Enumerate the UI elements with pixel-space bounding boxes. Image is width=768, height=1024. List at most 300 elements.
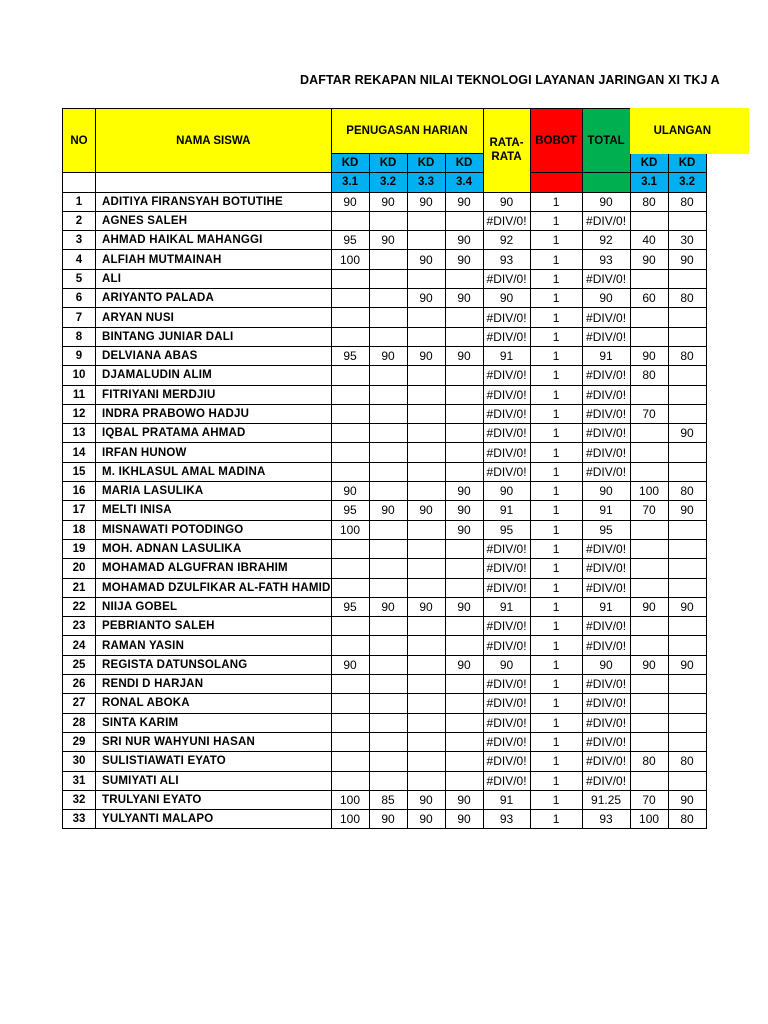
cell-k1 — [331, 462, 369, 481]
cell-k1 — [331, 578, 369, 597]
cell-k1 — [331, 617, 369, 636]
cell-u1 — [630, 385, 668, 404]
table-row — [63, 192, 707, 211]
cell-u1 — [630, 694, 668, 713]
cell-bobot: 1 — [530, 462, 582, 481]
cell-k1: 95 — [331, 231, 369, 250]
cell-k2 — [369, 250, 407, 269]
cell-bobot: 1 — [530, 308, 582, 327]
header-no: NO — [63, 109, 96, 173]
cell-k4: 90 — [445, 250, 483, 269]
cell-no: 27 — [63, 694, 96, 713]
header-total-sub — [582, 173, 630, 192]
cell-k1 — [331, 713, 369, 732]
cell-u1 — [630, 732, 668, 751]
cell-bobot: 1 — [530, 752, 582, 771]
cell-k1 — [331, 675, 369, 694]
cell-rata: 92 — [483, 231, 530, 250]
cell-bobot: 1 — [530, 482, 582, 501]
cell-no: 11 — [63, 385, 96, 404]
cell-k4 — [445, 694, 483, 713]
cell-k3 — [407, 559, 445, 578]
cell-rata: 93 — [483, 250, 530, 269]
cell-k2: 90 — [369, 192, 407, 211]
cell-k3 — [407, 636, 445, 655]
table-row — [63, 675, 707, 694]
cell-k2 — [369, 771, 407, 790]
cell-u1 — [630, 308, 668, 327]
cell-k3 — [407, 366, 445, 385]
cell-total: 90 — [582, 655, 630, 674]
cell-u1 — [630, 559, 668, 578]
cell-k2: 90 — [369, 346, 407, 365]
cell-k2 — [369, 752, 407, 771]
table-row — [63, 501, 707, 520]
cell-name: ARYAN NUSI — [96, 308, 332, 327]
cell-k4 — [445, 211, 483, 230]
cell-name: ADITIYA FIRANSYAH BOTUTIHE — [96, 192, 332, 211]
cell-bobot: 1 — [530, 790, 582, 809]
cell-name: ALI — [96, 269, 332, 288]
cell-rata: 90 — [483, 482, 530, 501]
cell-k4 — [445, 636, 483, 655]
table-row — [63, 327, 707, 346]
cell-name: MISNAWATI POTODINGO — [96, 520, 332, 539]
cell-bobot: 1 — [530, 810, 582, 829]
cell-u2: 90 — [668, 424, 706, 443]
cell-total: #DIV/0! — [582, 694, 630, 713]
cell-u2: 30 — [668, 231, 706, 250]
table-row — [63, 752, 707, 771]
header-penugasan-harian: PENUGASAN HARIAN — [331, 109, 483, 154]
cell-u1: 90 — [630, 597, 668, 616]
cell-no: 23 — [63, 617, 96, 636]
cell-name: FITRIYANI MERDJIU — [96, 385, 332, 404]
cell-k3 — [407, 771, 445, 790]
cell-total: #DIV/0! — [582, 675, 630, 694]
table-row — [63, 231, 707, 250]
cell-u2: 80 — [668, 810, 706, 829]
cell-total: 93 — [582, 810, 630, 829]
cell-k3 — [407, 443, 445, 462]
cell-u2 — [668, 617, 706, 636]
cell-no: 31 — [63, 771, 96, 790]
header-kd-code-2: 3.2 — [369, 173, 407, 192]
cell-k1: 95 — [331, 597, 369, 616]
cell-k4 — [445, 269, 483, 288]
cell-name: SULISTIAWATI EYATO — [96, 752, 332, 771]
table-row — [63, 346, 707, 365]
cell-bobot: 1 — [530, 539, 582, 558]
table-row — [63, 578, 707, 597]
cell-k4: 90 — [445, 192, 483, 211]
cell-k4 — [445, 462, 483, 481]
cell-k2 — [369, 694, 407, 713]
cell-name: BINTANG JUNIAR DALI — [96, 327, 332, 346]
cell-rata: 90 — [483, 655, 530, 674]
cell-rata: 93 — [483, 810, 530, 829]
cell-rata: #DIV/0! — [483, 636, 530, 655]
cell-k3: 90 — [407, 250, 445, 269]
cell-k2 — [369, 636, 407, 655]
cell-rata: #DIV/0! — [483, 385, 530, 404]
cell-rata: #DIV/0! — [483, 211, 530, 230]
table-row — [63, 520, 707, 539]
cell-k3: 90 — [407, 790, 445, 809]
cell-name: MOH. ADNAN LASULIKA — [96, 539, 332, 558]
cell-name: NIIJA GOBEL — [96, 597, 332, 616]
cell-k1 — [331, 308, 369, 327]
cell-u2 — [668, 462, 706, 481]
cell-k4: 90 — [445, 501, 483, 520]
cell-no: 4 — [63, 250, 96, 269]
cell-k3 — [407, 732, 445, 751]
cell-rata: #DIV/0! — [483, 308, 530, 327]
cell-k3 — [407, 231, 445, 250]
cell-no: 25 — [63, 655, 96, 674]
cell-k1 — [331, 771, 369, 790]
cell-bobot: 1 — [530, 250, 582, 269]
cell-k3 — [407, 308, 445, 327]
cell-no: 19 — [63, 539, 96, 558]
cell-no: 30 — [63, 752, 96, 771]
cell-bobot: 1 — [530, 559, 582, 578]
cell-no: 8 — [63, 327, 96, 346]
header-kd-3: KD — [407, 154, 445, 173]
cell-k4 — [445, 327, 483, 346]
header-no-sub — [63, 173, 96, 192]
cell-rata: #DIV/0! — [483, 675, 530, 694]
cell-total: 91 — [582, 346, 630, 365]
cell-u1 — [630, 211, 668, 230]
cell-u2 — [668, 559, 706, 578]
cell-u1: 90 — [630, 655, 668, 674]
cell-bobot: 1 — [530, 289, 582, 308]
cell-total: #DIV/0! — [582, 539, 630, 558]
cell-k4 — [445, 366, 483, 385]
cell-k2 — [369, 578, 407, 597]
cell-bobot: 1 — [530, 404, 582, 423]
cell-u1 — [630, 675, 668, 694]
cell-no: 13 — [63, 424, 96, 443]
cell-k4 — [445, 559, 483, 578]
cell-u2: 90 — [668, 250, 706, 269]
cell-total: 93 — [582, 250, 630, 269]
cell-k1 — [331, 211, 369, 230]
cell-u1 — [630, 269, 668, 288]
cell-rata: #DIV/0! — [483, 771, 530, 790]
cell-k2 — [369, 520, 407, 539]
cell-k4: 90 — [445, 520, 483, 539]
cell-k4: 90 — [445, 790, 483, 809]
cell-bobot: 1 — [530, 211, 582, 230]
cell-k4 — [445, 424, 483, 443]
cell-rata: 91 — [483, 597, 530, 616]
cell-k1 — [331, 385, 369, 404]
cell-k4 — [445, 732, 483, 751]
cell-rata: 91 — [483, 501, 530, 520]
cell-k2 — [369, 482, 407, 501]
cell-no: 14 — [63, 443, 96, 462]
cell-k2: 85 — [369, 790, 407, 809]
cell-k2 — [369, 655, 407, 674]
cell-k2 — [369, 404, 407, 423]
sheet-title: DAFTAR REKAPAN NILAI TEKNOLOGI LAYANAN JARINGAN XI TKJ A — [300, 73, 720, 87]
cell-k2 — [369, 732, 407, 751]
table-row — [63, 443, 707, 462]
cell-k1: 95 — [331, 501, 369, 520]
cell-no: 3 — [63, 231, 96, 250]
cell-u2: 90 — [668, 655, 706, 674]
cell-bobot: 1 — [530, 732, 582, 751]
cell-no: 7 — [63, 308, 96, 327]
cell-no: 20 — [63, 559, 96, 578]
cell-rata: 95 — [483, 520, 530, 539]
cell-total: #DIV/0! — [582, 211, 630, 230]
table-row — [63, 269, 707, 288]
cell-k3: 90 — [407, 346, 445, 365]
cell-u2 — [668, 327, 706, 346]
cell-k4: 90 — [445, 655, 483, 674]
cell-k4 — [445, 771, 483, 790]
cell-k1: 90 — [331, 482, 369, 501]
cell-k3 — [407, 424, 445, 443]
cell-k2 — [369, 327, 407, 346]
cell-k3 — [407, 713, 445, 732]
cell-total: #DIV/0! — [582, 771, 630, 790]
cell-k2 — [369, 211, 407, 230]
cell-bobot: 1 — [530, 520, 582, 539]
table-row — [63, 385, 707, 404]
cell-k1 — [331, 269, 369, 288]
cell-k1 — [331, 289, 369, 308]
table-row — [63, 771, 707, 790]
header-ulangan-kd-2: KD — [668, 154, 706, 173]
cell-k3: 90 — [407, 192, 445, 211]
cell-k4 — [445, 443, 483, 462]
cell-k4 — [445, 713, 483, 732]
cell-no: 17 — [63, 501, 96, 520]
cell-u1: 60 — [630, 289, 668, 308]
cell-k2 — [369, 424, 407, 443]
table-row — [63, 597, 707, 616]
cell-u1 — [630, 636, 668, 655]
cell-bobot: 1 — [530, 501, 582, 520]
cell-total: #DIV/0! — [582, 617, 630, 636]
cell-no: 12 — [63, 404, 96, 423]
cell-total: 91.25 — [582, 790, 630, 809]
cell-no: 26 — [63, 675, 96, 694]
cell-k4 — [445, 308, 483, 327]
cell-bobot: 1 — [530, 771, 582, 790]
cell-u1: 100 — [630, 482, 668, 501]
cell-rata: 91 — [483, 346, 530, 365]
cell-u1: 90 — [630, 346, 668, 365]
cell-rata: 90 — [483, 289, 530, 308]
cell-k2 — [369, 269, 407, 288]
cell-no: 1 — [63, 192, 96, 211]
cell-k3: 90 — [407, 501, 445, 520]
cell-k4: 90 — [445, 289, 483, 308]
cell-total: 90 — [582, 192, 630, 211]
table-row — [63, 308, 707, 327]
cell-k3 — [407, 269, 445, 288]
cell-no: 9 — [63, 346, 96, 365]
cell-total: 91 — [582, 597, 630, 616]
cell-u1 — [630, 520, 668, 539]
cell-k3 — [407, 327, 445, 346]
table-row — [63, 636, 707, 655]
cell-u1: 80 — [630, 192, 668, 211]
cell-k2: 90 — [369, 231, 407, 250]
cell-k1: 100 — [331, 790, 369, 809]
cell-k3 — [407, 694, 445, 713]
cell-u2 — [668, 713, 706, 732]
cell-k1: 90 — [331, 192, 369, 211]
header-kd-code-1: 3.1 — [331, 173, 369, 192]
cell-name: SUMIYATI ALI — [96, 771, 332, 790]
table-row — [63, 732, 707, 751]
cell-total: #DIV/0! — [582, 366, 630, 385]
cell-total: #DIV/0! — [582, 443, 630, 462]
cell-bobot: 1 — [530, 675, 582, 694]
cell-k2 — [369, 675, 407, 694]
cell-rata: #DIV/0! — [483, 578, 530, 597]
cell-bobot: 1 — [530, 231, 582, 250]
table-row — [63, 289, 707, 308]
cell-u1 — [630, 462, 668, 481]
cell-k1 — [331, 366, 369, 385]
cell-bobot: 1 — [530, 385, 582, 404]
cell-total: #DIV/0! — [582, 462, 630, 481]
cell-no: 6 — [63, 289, 96, 308]
cell-name: PEBRIANTO SALEH — [96, 617, 332, 636]
cell-bobot: 1 — [530, 346, 582, 365]
cell-k1 — [331, 559, 369, 578]
cell-total: #DIV/0! — [582, 424, 630, 443]
cell-k1 — [331, 404, 369, 423]
cell-k3 — [407, 752, 445, 771]
cell-rata: 91 — [483, 790, 530, 809]
cell-u1: 70 — [630, 404, 668, 423]
cell-u2: 90 — [668, 597, 706, 616]
cell-u2: 90 — [668, 790, 706, 809]
cell-k2 — [369, 617, 407, 636]
cell-name: AHMAD HAIKAL MAHANGGI — [96, 231, 332, 250]
cell-name: AGNES SALEH — [96, 211, 332, 230]
cell-k2 — [369, 289, 407, 308]
cell-k2 — [369, 308, 407, 327]
cell-rata: #DIV/0! — [483, 713, 530, 732]
cell-k4: 90 — [445, 346, 483, 365]
cell-k4 — [445, 404, 483, 423]
cell-k3 — [407, 385, 445, 404]
cell-k3 — [407, 211, 445, 230]
cell-rata: #DIV/0! — [483, 424, 530, 443]
cell-total: #DIV/0! — [582, 636, 630, 655]
cell-name: INDRA PRABOWO HADJU — [96, 404, 332, 423]
cell-name: RENDI D HARJAN — [96, 675, 332, 694]
cell-rata: #DIV/0! — [483, 617, 530, 636]
grades-table — [62, 108, 712, 829]
header-kd-code-3: 3.3 — [407, 173, 445, 192]
cell-k3 — [407, 482, 445, 501]
cell-bobot: 1 — [530, 327, 582, 346]
header-kd-code-4: 3.4 — [445, 173, 483, 192]
header-kd-4: KD — [445, 154, 483, 173]
header-bobot: BOBOT — [530, 109, 582, 173]
cell-total: #DIV/0! — [582, 385, 630, 404]
table-row — [63, 424, 707, 443]
cell-k1 — [331, 636, 369, 655]
table-row — [63, 539, 707, 558]
cell-u2 — [668, 443, 706, 462]
cell-u1 — [630, 771, 668, 790]
cell-u1: 40 — [630, 231, 668, 250]
cell-no: 5 — [63, 269, 96, 288]
cell-bobot: 1 — [530, 578, 582, 597]
cell-u2 — [668, 771, 706, 790]
cell-total: #DIV/0! — [582, 404, 630, 423]
cell-name: MOHAMAD ALGUFRAN IBRAHIM — [96, 559, 332, 578]
table-row — [63, 694, 707, 713]
cell-total: #DIV/0! — [582, 713, 630, 732]
table-row — [63, 482, 707, 501]
header-bobot-sub — [530, 173, 582, 192]
cell-u2 — [668, 308, 706, 327]
cell-name: SRI NUR WAHYUNI HASAN — [96, 732, 332, 751]
cell-k4: 90 — [445, 482, 483, 501]
cell-u2 — [668, 675, 706, 694]
cell-k1: 90 — [331, 655, 369, 674]
cell-u1: 100 — [630, 810, 668, 829]
cell-rata: #DIV/0! — [483, 462, 530, 481]
cell-no: 24 — [63, 636, 96, 655]
header-ulangan-kd-1: KD — [630, 154, 668, 173]
cell-total: 95 — [582, 520, 630, 539]
cell-k4 — [445, 385, 483, 404]
table-row — [63, 617, 707, 636]
cell-u2 — [668, 366, 706, 385]
cell-no: 15 — [63, 462, 96, 481]
cell-bobot: 1 — [530, 424, 582, 443]
cell-u2: 90 — [668, 501, 706, 520]
cell-k1 — [331, 443, 369, 462]
cell-name: IRFAN HUNOW — [96, 443, 332, 462]
table-row — [63, 250, 707, 269]
cell-total: 90 — [582, 289, 630, 308]
cell-total: #DIV/0! — [582, 578, 630, 597]
cell-no: 21 — [63, 578, 96, 597]
table-row — [63, 211, 707, 230]
cell-rata: 90 — [483, 192, 530, 211]
cell-k3 — [407, 404, 445, 423]
cell-k1 — [331, 732, 369, 751]
cell-u2: 80 — [668, 482, 706, 501]
cell-k4 — [445, 578, 483, 597]
cell-name: TRULYANI EYATO — [96, 790, 332, 809]
cell-rata: #DIV/0! — [483, 366, 530, 385]
cell-k2 — [369, 539, 407, 558]
header-rata-rata: RATA-RATA — [483, 109, 530, 193]
cell-k4: 90 — [445, 231, 483, 250]
cell-total: #DIV/0! — [582, 752, 630, 771]
cell-bobot: 1 — [530, 597, 582, 616]
table-row — [63, 462, 707, 481]
cell-k2 — [369, 462, 407, 481]
cell-u2: 80 — [668, 192, 706, 211]
cell-rata: #DIV/0! — [483, 404, 530, 423]
